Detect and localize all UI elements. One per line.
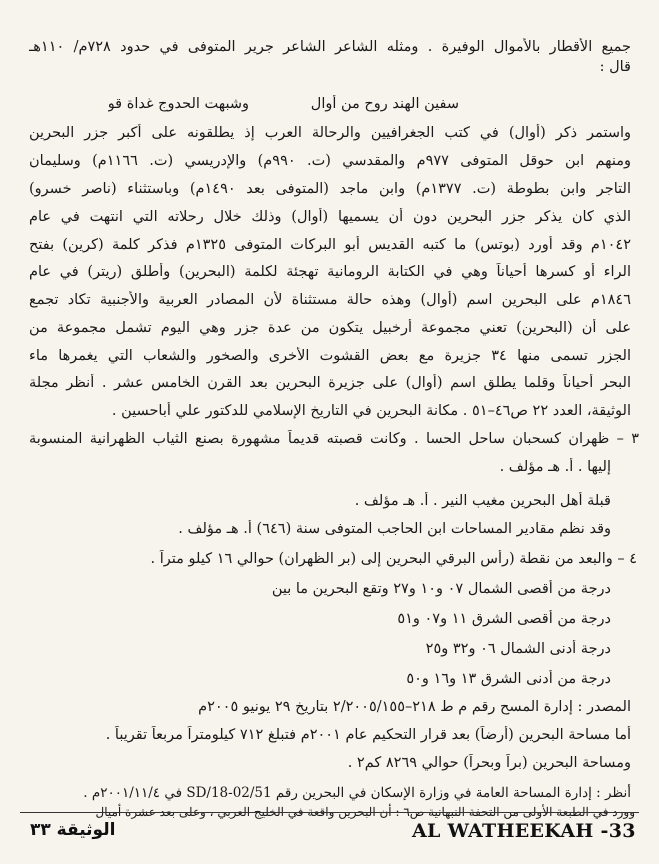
reference-line: أنظر : إدارة المساحة العامة في وزارة الإسكان في البحرين رقم SD/18-02/51 في ٢٠٠١/١١/٤م . — [83, 785, 631, 801]
text-line: وورد في الطبعة الأولى من التحفة النبهانية ص٦ : أن البحرين واقعة في الخليج العربي ، وعلى بعد عشرة أميال — [95, 805, 635, 819]
footer-divider — [20, 812, 639, 813]
text-line: الوثيقة، العدد ٢٢ ص٤٦–٥١ . مكانة البحرين في التاريخ الإسلامي للدكتور علي أباحسين . — [111, 403, 631, 419]
text-line: الذي كان يذكر جزر البحرين دون أن يسميها (أوال) وذلك خلال رحلاته التي انتهت في عام — [29, 209, 631, 225]
text-line: ١٠٤٢م وقد أورد (بوتس) ما كتبه القديس أبو البركات المتوفى ١٣٢٥م فذكر كلمة (كرين) بفتح — [29, 237, 631, 253]
footer-journal-title: AL WATHEEKAH -33 — [412, 820, 636, 842]
coordinate-line: درجة أدنى الشمال ٠٦ و٣٢ و٢٥ — [425, 641, 611, 657]
text-line: التاجر وابن بطوطة (ت. ١٣٧٧م) وابن ماجد (المتوفى بعد ١٤٩٠م) وباستثناء (ناصر خسرو) — [29, 181, 631, 197]
footnote-4: ٤ – والبعد من نقطة (رأس البرقي البحرين إلى (بر الظهران) حوالي ١٦ كيلو متراً . — [150, 551, 637, 567]
text-line: البحر أحياناً وقلما يطلق اسم (أوال) على جزيرة البحرين بعد القرن الخامس عشر . أنظر مجلة — [29, 375, 631, 391]
footnote-3: ٣ – ظهران كسحبان ساحل الحسا . وكانت قصبته قديماً مشهورة بصنع الثياب الظهرانية المنسوبة — [29, 431, 639, 447]
text-line: الراء أو كسرها أحياناً وهي في الكتابة الرومانية تهجئة لكلمة (البحرين) وأطلق (ريتر) في عام — [29, 264, 631, 280]
text-line: ومنهم ابن حوقل المتوفى ٩٧٧م والمقدسي (ت. ٩٩٠م) والإدريسي (ت. ١١٦٦م) وسليمان — [29, 153, 631, 169]
text-line: واستمر ذكر (أوال) في كتب الجغرافيين والرحالة العرب إذ يطلقونه على أكبر جزر البحرين — [29, 125, 631, 141]
text-line: قبلة أهل البحرين مغيب النير . أ. هـ مؤلف . — [354, 493, 611, 509]
text-line: الجزر تسمى منها ٣٤ جزيرة مع بعض القشوت الأخرى والصخور والشعاب التي يغمرها ماء — [29, 348, 631, 364]
text-line: جميع الأقطار بالأموال الوفيرة . ومثله الشاعر الشاعر جرير المتوفى في حدود ٧٢٨م/ ١١٠هـ — [29, 39, 631, 55]
coordinate-line: درجة من أقصى الشرق ١١ و٠٧ و٥١ — [397, 611, 611, 627]
coordinate-line: درجة من أدنى الشرق ١٣ و١٦ و٥٠ — [406, 671, 611, 687]
verse-first-hemistich: وشبهت الحدوج غداة قو — [107, 96, 249, 112]
footer-journal-title-arabic: الوثيقة ٣٣ — [30, 820, 116, 840]
source-line: المصدر : إدارة المسح رقم م ط ٢١٨–٢/٢٠٠٥/١٥٥ بتاريخ ٢٩ يونيو ٢٠٠٥م — [198, 699, 631, 715]
text-line: قال : — [599, 59, 631, 75]
coordinate-line: درجة من أقصى الشمال ٠٧ و١٠ و٢٧ وتقع البحرين ما بين — [271, 581, 611, 597]
verse-second-hemistich: سفين الهند روح من أوال — [310, 96, 459, 112]
text-line: أما مساحة البحرين (أرضاً) بعد قرار التحكيم عام ٢٠٠١م فتبلغ ٧١٢ كيلومتراً مربعاً تقريباً . — [105, 727, 631, 743]
text-line: وقد نظم مقادير المساحات ابن الحاجب المتوفى سنة (٦٤٦) أ. هـ مؤلف . — [178, 521, 611, 537]
text-line: ومساحة البحرين (براً وبحراً) حوالي ٨٢٦٩ كم٢ . — [347, 755, 631, 771]
text-line: إليها . أ. هـ مؤلف . — [499, 459, 611, 475]
text-line: على أن (البحرين) تعني مجموعة أرخبيل يتكون من عدة جزر وهي اليوم تشمل مجموعة من — [29, 320, 631, 336]
text-line: ١٨٤٦م على البحرين اسم (أوال) وهذه حالة مستثناة لأن المصادر العربية والأجنبية تكاد تجمع — [29, 292, 631, 308]
